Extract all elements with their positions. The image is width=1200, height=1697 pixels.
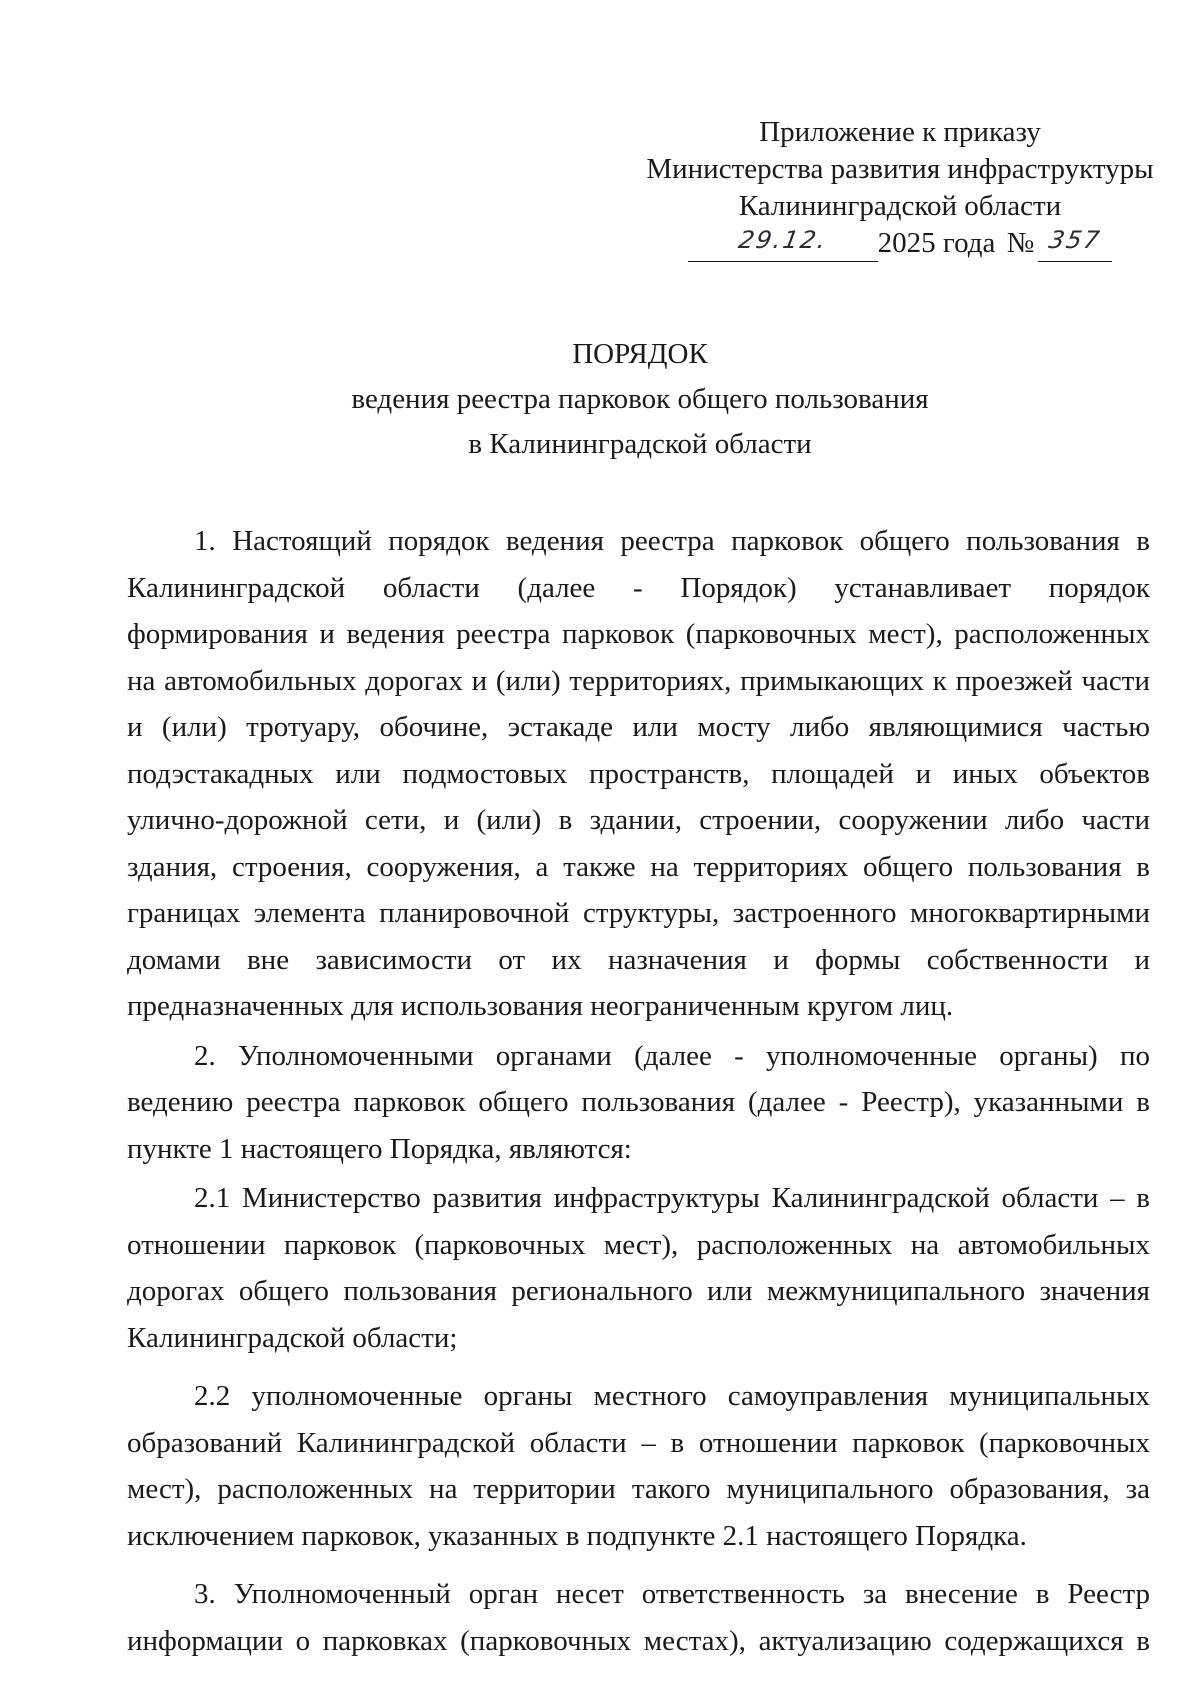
appendix-line-1: Приложение к приказу [759,116,1041,148]
paragraph-2: 2. Уполномоченными органами (далее - уполномоченные органы) по ведению реестра парковок общего пользования (далее - Реестр), указанными в пункте 1 настоящего Порядка, являются: [127,1039,1150,1165]
title-subtitle-line-2: в Калининградской области [468,428,812,460]
order-year-text: 2025 года [877,227,996,259]
paragraph-2-1: 2.1 Министерство развития инфраструктуры Калининградской области – в отношении парковок (парковочных мест), расположенных на автомобильных дорогах общего пользования регионального или межмуниципального значения Калининградской области; [127,1182,1150,1354]
document-title [0,332,1200,467]
order-number-handwritten: 357 [1047,226,1104,254]
title-subtitle-line-1: ведения реестра парковок общего пользования [351,383,929,415]
paragraph-2-2: 2.2 уполномоченные органы местного самоуправления муниципальных образований Калининградской области – в отношении парковок (парковочных мест), расположенных на территории такого муниципального образования, за исключением парковок, указанных в подпункте 2.1 настоящего Порядка. [127,1380,1150,1552]
document-body [127,518,1150,1664]
title-heading: ПОРЯДОК [572,338,708,370]
paragraph-3: 3. Уполномоченный орган несет ответственность за внесение в Реестр информации о парковках (парковочных местах), актуализацию содержащихся в [127,1578,1150,1657]
number-sign: № [1006,227,1035,259]
order-date-field [688,226,878,262]
appendix-line-3: Калининградской области [738,190,1062,222]
paragraph-1: 1. Настоящий порядок ведения реестра парковок общего пользования в Калининградской области (далее - Порядок) устанавливает порядок формирования и ведения реестра парковок (парковочных мест), расположенных на автомобильных дорогах и (или) территориях, примыкающих к проезжей части и (или) тротуару, обочине, эстакаде или мосту либо являющимися частью подэстакадных или подмостовых пространств, площадей и иных объектов улично-дорожной сети, и (или) в здании, строении, сооружении либо части здания, строения, сооружения, а также на территориях общего пользования в границах элемента планировочной структуры, застроенного многоквартирными домами вне зависимости от их назначения и формы собственности и предназначенных для использования неограниченным кругом лиц. [127,525,1150,1022]
appendix-line-2: Министерства развития инфраструктуры [646,153,1154,185]
order-date-number-line [640,225,1160,262]
order-number-field [1038,226,1112,262]
appendix-header [640,114,1160,262]
order-date-handwritten: 29.12. [736,226,830,254]
